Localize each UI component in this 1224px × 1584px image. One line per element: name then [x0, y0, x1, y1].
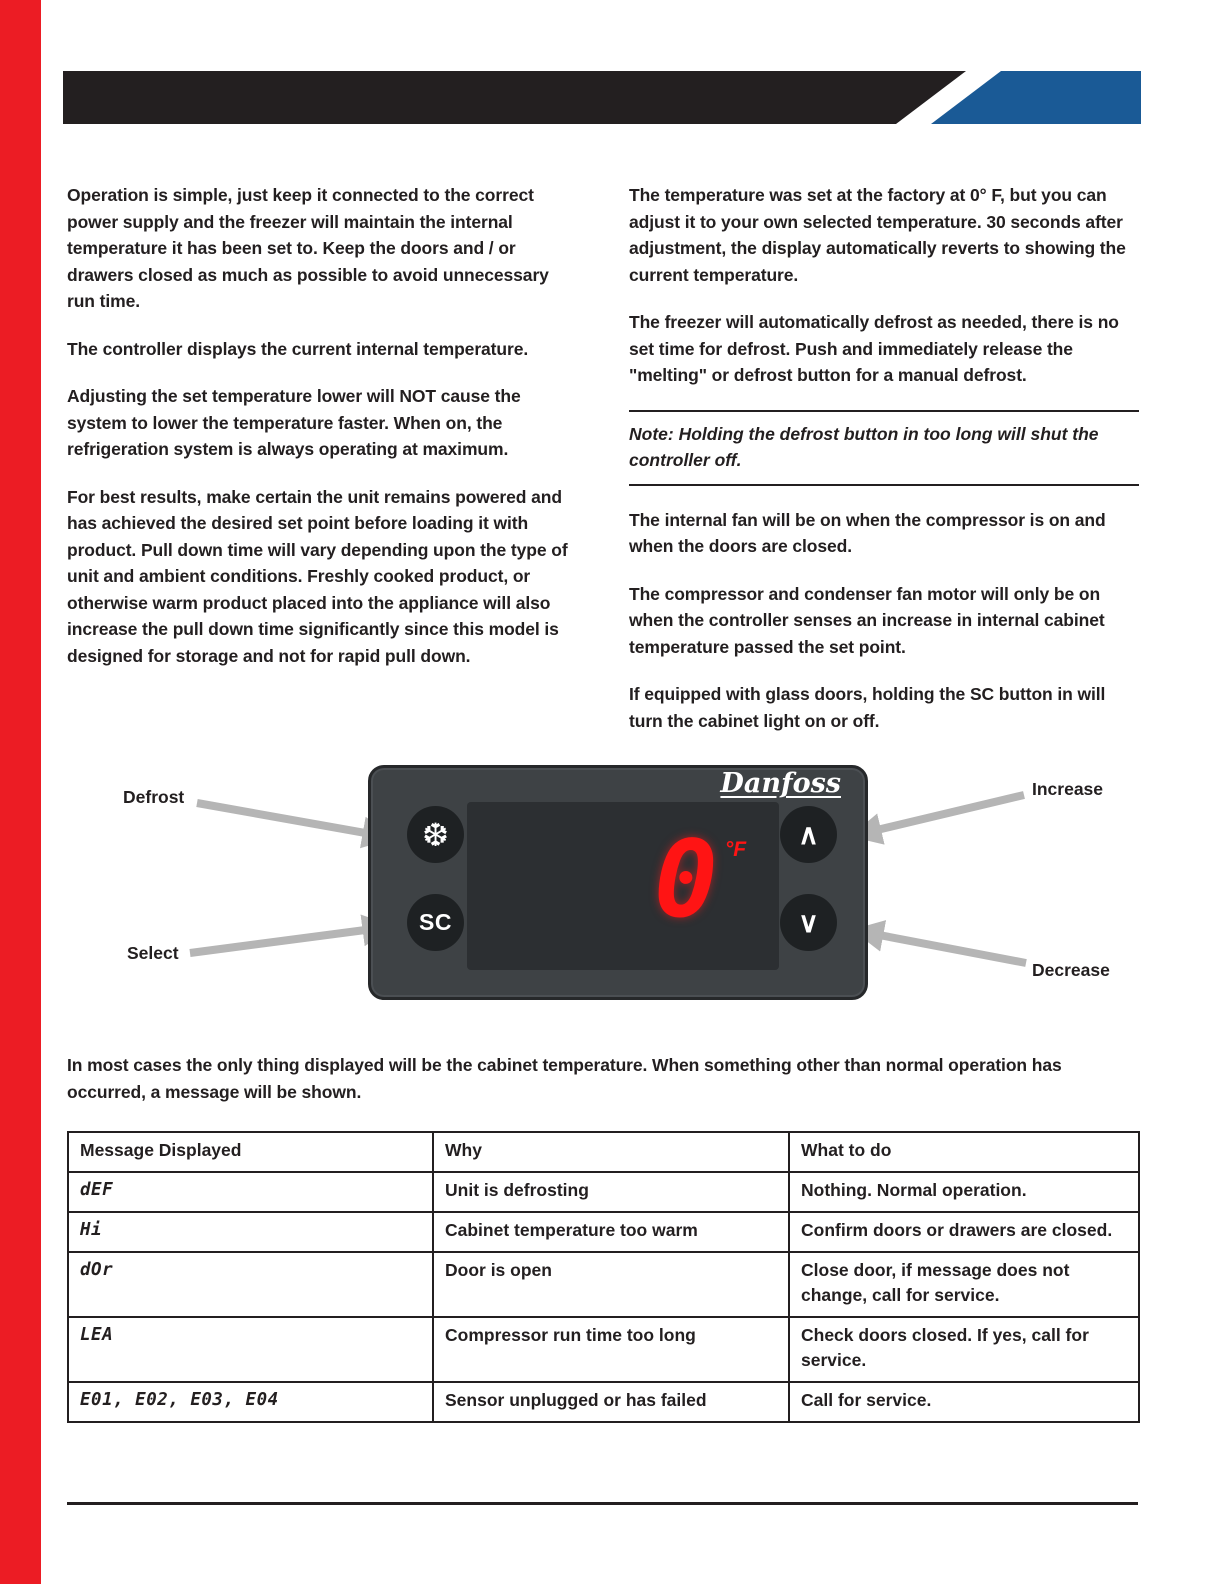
- header-blue-bar: [931, 71, 1141, 124]
- header-banner: [63, 71, 1141, 124]
- temperature-controller: [368, 765, 868, 1000]
- sc-button-label: SC: [419, 909, 452, 935]
- paragraph: Adjusting the set temperature lower will NOT cause the system to lower the temperature faster. When on, the refrigeration system is always operating at maximum.: [67, 386, 521, 459]
- column-header-action: What to do: [789, 1132, 1139, 1172]
- right-text-column: [629, 182, 1139, 755]
- message-code-cell: Hi: [68, 1212, 433, 1252]
- table-row: [68, 1252, 1139, 1317]
- why-cell: Compressor run time too long: [433, 1317, 789, 1382]
- message-code-cell: dOr: [68, 1252, 433, 1317]
- label-increase: Increase: [1032, 779, 1104, 799]
- table-row: [68, 1172, 1139, 1212]
- message-code-cell: LEA: [68, 1317, 433, 1382]
- action-cell: Check doors closed. If yes, call for service.: [789, 1317, 1139, 1382]
- increase-button: [780, 806, 837, 863]
- label-defrost: Defrost: [123, 787, 185, 807]
- paragraph: If equipped with glass doors, holding the SC button in will turn the cabinet light on or off.: [629, 684, 1106, 731]
- paragraph: In most cases the only thing displayed will be the cabinet temperature. When something other than normal operation has occurred, a message will be shown.: [67, 1055, 1062, 1102]
- label-decrease: Decrease: [1032, 960, 1110, 980]
- table-row: [68, 1317, 1139, 1382]
- column-header-message: Message Displayed: [68, 1132, 433, 1172]
- left-text-column: [67, 182, 568, 690]
- why-cell: Cabinet temperature too warm: [433, 1212, 789, 1252]
- sc-button: [407, 894, 464, 951]
- controller-diagram: [0, 765, 1224, 1017]
- why-cell: Unit is defrosting: [433, 1172, 789, 1212]
- paragraph: The internal fan will be on when the compressor is on and when the doors are closed.: [629, 509, 1106, 556]
- message-table: [67, 1131, 1140, 1423]
- message-code-cell: E01, E02, E03, E04: [68, 1382, 433, 1422]
- display-unit: °F: [724, 838, 747, 861]
- footer-divider: [67, 1502, 1138, 1505]
- chevron-up-icon: ∧: [798, 819, 819, 850]
- paragraph: The controller displays the current internal temperature.: [67, 338, 529, 359]
- table-intro: [67, 1052, 1143, 1105]
- temperature-display: [654, 818, 747, 941]
- paragraph: Operation is simple, just keep it connected to the correct power supply and the freezer will maintain the internal temperature it has been set to. Keep the doors and / or drawers closed as much as possible to avoid unnecessary run time.: [67, 185, 549, 311]
- action-cell: Close door, if message does not change, call for service.: [789, 1252, 1139, 1317]
- decrease-arrow: [858, 931, 1026, 963]
- header-black-bar: [63, 71, 966, 124]
- defrost-arrow: [197, 803, 388, 837]
- chevron-down-icon: ∨: [798, 907, 819, 938]
- snowflake-icon: ❆: [422, 816, 449, 853]
- increase-arrow: [856, 795, 1024, 835]
- select-arrow: [190, 927, 388, 953]
- display-value: 0: [654, 818, 718, 941]
- defrost-button: [407, 806, 464, 863]
- message-code-cell: dEF: [68, 1172, 433, 1212]
- decrease-button: [780, 894, 837, 951]
- paragraph: For best results, make certain the unit remains powered and has achieved the desired set point before loading it with product. Pull down time will vary depending upon the type of unit and ambient conditions. Freshly cooked product, or otherwise warm product placed into the appliance will also increase the pull down time significantly since this model is designed for storage and not for rapid pull down.: [67, 486, 568, 666]
- why-cell: Sensor unplugged or has failed: [433, 1382, 789, 1422]
- column-header-why: Why: [433, 1132, 789, 1172]
- paragraph: The temperature was set at the factory at 0° F, but you can adjust it to your own selected temperature. 30 seconds after adjustment, the display automatically reverts to showing the current temperature.: [629, 185, 1126, 285]
- action-cell: Confirm doors or drawers are closed.: [789, 1212, 1139, 1252]
- paragraph: The compressor and condenser fan motor will only be on when the controller senses an increase in internal cabinet temperature passed the set point.: [629, 583, 1105, 657]
- action-cell: Nothing. Normal operation.: [789, 1172, 1139, 1212]
- table-header-row: [68, 1132, 1139, 1172]
- header-banner-shapes: [63, 71, 1141, 124]
- action-cell: Call for service.: [789, 1382, 1139, 1422]
- label-select: Select: [127, 943, 179, 963]
- danfoss-logo: Danfoss: [720, 768, 841, 799]
- why-cell: Door is open: [433, 1252, 789, 1317]
- paragraph: The freezer will automatically defrost as needed, there is no set time for defrost. Push and immediately release the "melting" or defrost button for a manual defrost.: [629, 312, 1119, 385]
- note-callout: Note: Holding the defrost button in too long will shut the controller off.: [629, 410, 1139, 486]
- table-row: [68, 1212, 1139, 1252]
- table-row: [68, 1382, 1139, 1422]
